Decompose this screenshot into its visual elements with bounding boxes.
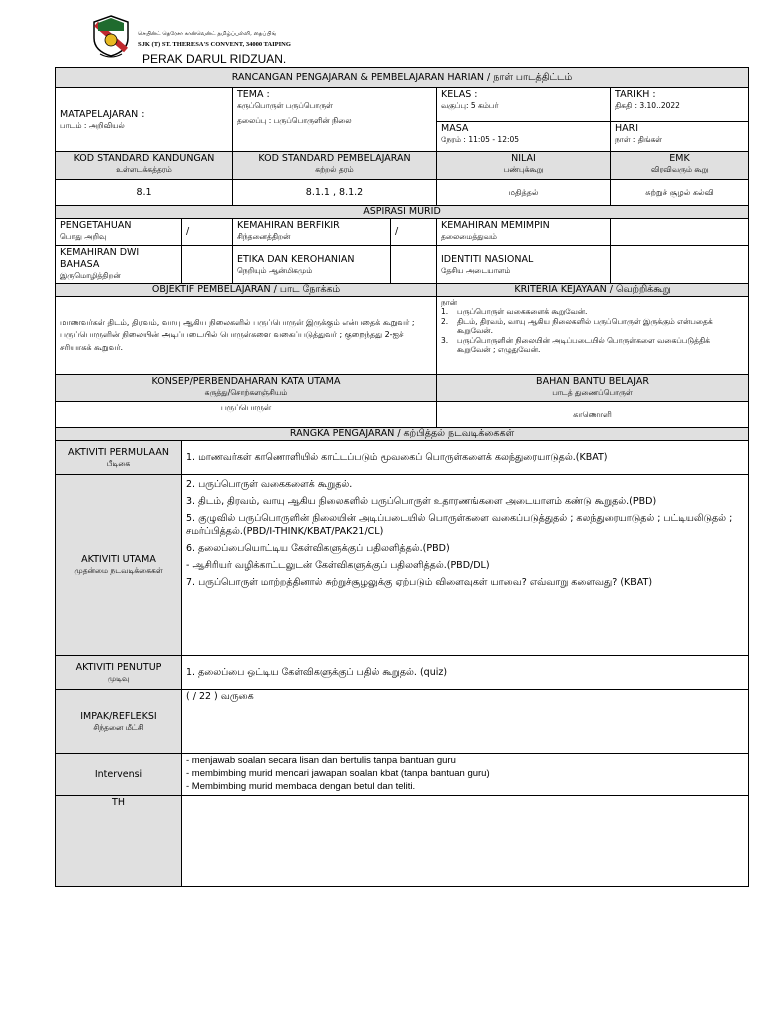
memimpin-cell <box>437 219 611 246</box>
kandungan-label: KOD STANDARD KANDUNGAN <box>73 153 215 164</box>
th-row <box>56 796 749 887</box>
intervensi-list <box>186 755 744 793</box>
intervensi-item: - Membimbing murid membaca dengan betul dan teliti. <box>186 780 416 792</box>
penutup-text: 1. தலைப்பை ஒட்டிய கேள்விகளுக்குப் பதில் கூறுதல். (quiz) <box>182 656 749 690</box>
impak-label-cell <box>56 690 182 754</box>
kriteria-item: 3. பருப்பொருளின் நிலையின் அடிப்படையில் பொருள்களை வகைப்படுத்திக் கூறுவேன் ; எழுதுவேன். <box>441 335 710 354</box>
intervensi-label: Intervensi <box>56 754 182 796</box>
berfikir-mark: / <box>391 219 437 246</box>
konsep-values-row <box>56 402 749 428</box>
dwibahasa-mark <box>182 246 233 284</box>
kriteria-item: 1. பருப்பொருள் வகைகளைக் கூறுவேன். <box>441 307 588 317</box>
school-name-english: SJK (T) ST. THERESA'S CONVENT, 34000 TAIPING <box>138 41 291 48</box>
school-crest-logo <box>90 14 132 58</box>
identiti-label-ta: தேசிய அடையாளம் <box>441 265 511 275</box>
pembelajaran-header <box>233 152 437 180</box>
nilai-value: மதித்தல் <box>437 180 611 206</box>
rangka-title: RANGKA PENGAJARAN / கற்பித்தல் நடவடிக்கைகள் <box>56 428 749 441</box>
utama-step: - ஆசிரியர் வழிக்காட்டலுடன் கேள்விகளுக்குப் பதிலளித்தல்.(PBD/DL) <box>186 559 490 571</box>
pembelajaran-label: KOD STANDARD PEMBELAJARAN <box>258 153 411 164</box>
utama-steps <box>182 475 749 656</box>
aspirasi-title: ASPIRASI MURID <box>56 206 749 219</box>
utama-label: AKTIVITI UTAMA <box>81 554 156 566</box>
dwibahasa-label-ta: இருமொழித்திறன் <box>60 270 121 280</box>
utama-step: 3. திடம், திரவம், வாயு ஆகிய நிலைகளில் பருப்பொருள் உதாரணங்களை அடையாளம் கண்டு கூறுதல்.(PBD) <box>186 495 657 507</box>
objektif-title: OBJEKTIF PEMBELAJARAN / பாட நோக்கம் <box>56 284 437 297</box>
aspirasi-empty-2 <box>611 246 749 284</box>
etika-mark <box>391 246 437 284</box>
hari-value: நாள் : திங்கள் <box>615 134 663 144</box>
konsep-value: பருப்பொருள் <box>56 402 437 428</box>
nilai-label: NILAI <box>511 153 536 164</box>
aspirasi-row-1 <box>56 219 749 246</box>
school-name-tamil: செயின்ட் தெரேசா கான்வென்ட் தமிழ்ப்பள்ளி, தைப்பிங் <box>138 31 277 37</box>
tarikh-label: TARIKH : <box>615 89 656 100</box>
pembelajaran-value: 8.1.1 , 8.1.2 <box>233 180 437 206</box>
etika-label-ta: நெறியும் ஆன்மிகமும் <box>237 265 313 275</box>
rangka-title-row <box>56 428 749 441</box>
emk-label: EMK <box>669 153 690 164</box>
permulaan-label-cell <box>56 441 182 475</box>
kandungan-value: 8.1 <box>56 180 233 206</box>
aspirasi-row-2 <box>56 246 749 284</box>
konsep-header <box>56 375 437 402</box>
penutup-label-cell <box>56 656 182 690</box>
theme-cell <box>233 88 437 152</box>
utama-step: 6. தலைப்பையொட்டிய கேள்விகளுக்குப் பதிலளித்தல்.(PBD) <box>186 543 450 555</box>
berfikir-label-ta: சிந்தனைத்திறன் <box>237 231 291 241</box>
berfikir-cell <box>233 219 391 246</box>
identiti-cell <box>437 246 611 284</box>
kriteria-cell <box>437 297 749 375</box>
identiti-label: IDENTITI NASIONAL <box>441 253 534 265</box>
objektif-text: மாணவர்கள் திடம், திரவம், வாயு ஆகிய நிலைகளில் பருப்பொருள் இருக்கும் என்பதைக் கூறுவர் ; பருப்பொருளின் நிலையின் அடிப்படையில் பொருள்களை வகைப்படுத்துவர் ; குறைந்தது 2-ஐச் சரியாகக் கூறுவர். <box>56 297 437 375</box>
aspirasi-empty-1 <box>611 219 749 246</box>
tajuk-value: தலைப்பு : பருப்பொருளின் நிலை <box>237 116 352 126</box>
subject-cell <box>56 88 233 152</box>
intervensi-cell <box>182 754 749 796</box>
kelas-cell <box>437 88 611 122</box>
title-row <box>56 68 749 88</box>
tarikh-cell <box>611 88 749 122</box>
aspirasi-title-row <box>56 206 749 219</box>
pengetahuan-cell <box>56 219 182 246</box>
tema-value: கருப்பொருள் பருப்பொருள் <box>237 100 333 110</box>
objektif-row <box>56 297 749 375</box>
penutup-row <box>56 656 749 690</box>
permulaan-row <box>56 441 749 475</box>
hari-cell <box>611 122 749 152</box>
intervensi-row <box>56 754 749 796</box>
tarikh-value: திகதி : 3.10..2022 <box>615 100 680 110</box>
kriteria-intro: நான் <box>441 298 458 307</box>
emk-label-ta: விரவிவரும் கூறு <box>650 164 709 174</box>
kandungan-header <box>56 152 233 180</box>
kriteria-item: 2. திடம், திரவம், வாயு ஆகிய நிலைகளில் பருப்பொருள் இருக்கும் என்பதைக் கூறுவேன். <box>441 316 713 336</box>
kelas-label: KELAS : <box>441 89 478 100</box>
nilai-header <box>437 152 611 180</box>
masa-label: MASA <box>441 123 469 134</box>
konsep-label: KONSEP/PERBENDAHARAN KATA UTAMA <box>151 376 341 387</box>
lesson-plan-table <box>55 67 749 887</box>
th-label: TH <box>56 796 182 887</box>
etika-cell <box>233 246 391 284</box>
th-content <box>182 796 749 887</box>
subject-value: பாடம் : அறிவியல் <box>60 120 125 130</box>
masa-value: நேரம் : 11:05 - 12:05 <box>441 134 520 144</box>
standards-values-row <box>56 180 749 206</box>
utama-label-cell <box>56 475 182 656</box>
utama-step: 7. பருப்பொருள் மாற்றத்தினால் சுற்றுச்சூழலுக்கு ஏற்படும் விளைவுகள் யாவை? எவ்வாறு களைவது? (KBAT) <box>186 576 653 588</box>
konsep-label-ta: கருத்து/சொற்களஞ்சியம் <box>204 387 288 397</box>
kelas-value: வகுப்பு: 5 கம்பர் <box>441 100 499 110</box>
impak-text: ( / 22 ) வருகை <box>182 690 749 754</box>
memimpin-label: KEMAHIRAN MEMIMPIN <box>441 220 550 231</box>
dwibahasa-label: KEMAHIRAN DWI BAHASA <box>60 247 140 270</box>
hari-label: HARI <box>615 123 639 134</box>
masa-cell <box>437 122 611 152</box>
penutup-label: AKTIVITI PENUTUP <box>75 661 162 673</box>
utama-step: 2. பருப்பொருள் வகைகளைக் கூறுதல். <box>186 479 353 490</box>
pengetahuan-label-ta: பொது அறிவு <box>60 231 107 241</box>
intervensi-item: - menjawab soalan secara lisan dan bertulis tanpa bantuan guru <box>186 755 456 766</box>
kandungan-label-ta: உள்ளடக்கத்தரம் <box>116 164 172 174</box>
dwibahasa-cell <box>56 246 182 284</box>
impak-label-ta: சிந்தனை மீட்சி <box>93 722 144 732</box>
plan-title: RANCANGAN PENGAJARAN & PEMBELAJARAN HARIAN / நாள் பாடத்திட்டம் <box>56 68 749 88</box>
standards-header-row <box>56 152 749 180</box>
nilai-label-ta: பண்புக்கூறு <box>503 164 544 174</box>
permulaan-label: AKTIVITI PERMULAAN <box>68 446 169 458</box>
pengetahuan-mark: / <box>182 219 233 246</box>
utama-label-ta: முதன்மை நடவடிக்கைகள் <box>74 566 163 576</box>
permulaan-text: 1. மாணவர்கள் காணொளியில் காட்டப்படும் மூவகைப் பொருள்களைக் கலந்துரையாடுதல்.(KBAT) <box>182 441 749 475</box>
bahan-label: BAHAN BANTU BELAJAR <box>536 376 649 387</box>
intervensi-item: - membimbing murid mencari jawapan soalan kbat (tanpa bantuan guru) <box>186 767 490 779</box>
berfikir-label: KEMAHIRAN BERFIKIR <box>237 220 340 231</box>
penutup-label-ta: முடிவு <box>107 673 130 683</box>
emk-header <box>611 152 749 180</box>
utama-step: 5. குழுவில் பருப்பொருளின் நிலையின் அடிப்படையில் பொருள்களை வகைப்படுத்துதல் ; கலந்துரையாடுதல் ; பட்டியலிடுதல் ; சமர்ப்பித்தல்.(PBD/I-THINK/KBAT/PAK21/CL) <box>186 512 733 538</box>
utama-row <box>56 475 749 656</box>
bahan-value: காணொளி <box>437 402 749 428</box>
kriteria-title: KRITERIA KEJAYAAN / வெற்றிக்கூறு <box>437 284 749 297</box>
memimpin-label-ta: தலைமைத்துவம் <box>441 231 497 241</box>
impak-row <box>56 690 749 754</box>
pengetahuan-label: PENGETAHUAN <box>60 220 132 231</box>
pembelajaran-label-ta: கற்றல் தரம் <box>315 164 354 174</box>
bahan-label-ta: பாடத் துணைப்பொருள் <box>552 387 633 397</box>
etika-label: ETIKA DAN KEROHANIAN <box>237 253 355 265</box>
impak-label: IMPAK/REFLEKSI <box>80 710 157 722</box>
konsep-header-row <box>56 375 749 402</box>
tema-label: TEMA : <box>237 89 270 100</box>
state-name: PERAK DARUL RIDZUAN. <box>142 52 287 66</box>
info-row <box>56 88 749 122</box>
emk-value: சுற்றுச் சூழல் கல்வி <box>611 180 749 206</box>
permulaan-label-ta: பீடிகை <box>106 458 131 468</box>
bahan-header <box>437 375 749 402</box>
matapelajaran-label: MATAPELAJARAN : <box>60 108 145 120</box>
objektif-header-row <box>56 284 749 297</box>
